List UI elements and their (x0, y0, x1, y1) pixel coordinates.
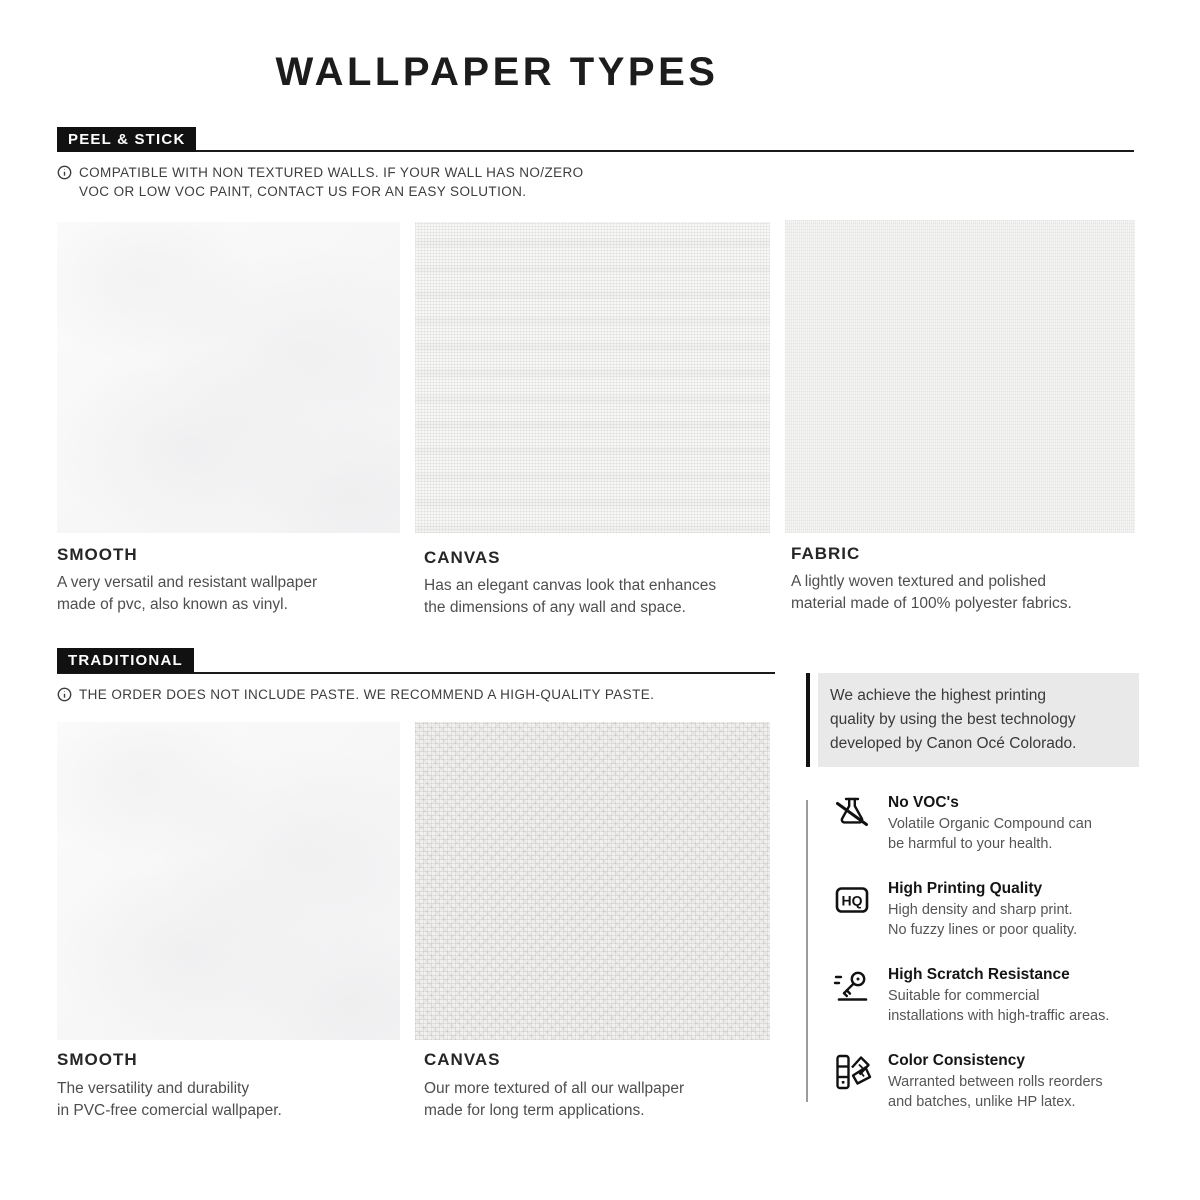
section-badge-traditional: TRADITIONAL (57, 648, 194, 673)
swatch-description-canvas-traditional: Our more textured of all our wallpaper made for long term applications. (424, 1080, 685, 1119)
feature-text (888, 1052, 1103, 1112)
hq-badge-icon (832, 880, 872, 920)
feature-high-printing-quality (832, 880, 1139, 940)
feature-no-vocs (832, 794, 1139, 854)
peel-stick-divider-line (57, 150, 1134, 152)
page-title: WALLPAPER TYPES (275, 50, 719, 94)
feature-list-vertical-line (806, 800, 808, 1102)
feature-description: Warranted between rolls reorders and batches, unlike HP latex. (888, 1074, 1103, 1110)
feature-title: High Scratch Resistance (888, 966, 1070, 983)
feature-text (888, 794, 1092, 854)
swatch-label-canvas-traditional: CANVAS (424, 1050, 501, 1069)
section-badge-peel-stick: PEEL & STICK (57, 127, 196, 152)
feature-description: Volatile Organic Compound can be harmful to your health. (888, 816, 1092, 852)
swatch-description-smooth-traditional: The versatility and durability in PVC-free comercial wallpaper. (57, 1080, 282, 1119)
printing-quality-quote: We achieve the highest printing quality by using the best technology developed by Canon Océ Colorado. (818, 673, 1139, 767)
feature-description: High density and sharp print. No fuzzy lines or poor quality. (888, 902, 1078, 938)
swatch-image-fabric-peel-stick (785, 220, 1135, 533)
no-voc-flask-icon (832, 794, 872, 834)
info-icon (57, 165, 72, 201)
swatch-image-smooth-peel-stick (57, 222, 400, 533)
info-icon (57, 687, 72, 705)
peel-stick-note (57, 164, 584, 201)
swatch-description-canvas: Has an elegant canvas look that enhances the dimensions of any wall and space. (424, 577, 717, 616)
peel-stick-note-text: COMPATIBLE WITH NON TEXTURED WALLS. IF YOUR WALL HAS NO/ZERO VOC OR LOW VOC PAINT, CONTACT US FOR AN EASY SOLUTION. (79, 165, 584, 199)
feature-color-consistency (832, 1052, 1139, 1112)
feature-title: No VOC's (888, 794, 959, 811)
traditional-note (57, 686, 654, 705)
swatch-image-smooth-traditional (57, 722, 400, 1040)
swatch-description-fabric: A lightly woven textured and polished material made of 100% polyester fabrics. (791, 573, 1072, 612)
feature-high-scratch-resistance (832, 966, 1139, 1026)
feature-title: High Printing Quality (888, 880, 1043, 897)
swatch-label-canvas: CANVAS (424, 548, 501, 567)
swatch-image-canvas-traditional (415, 722, 770, 1040)
feature-text (888, 966, 1109, 1026)
swatch-label-smooth: SMOOTH (57, 545, 138, 564)
feature-title: Color Consistency (888, 1052, 1025, 1069)
swatch-label-fabric: FABRIC (791, 544, 861, 563)
key-scratch-icon (832, 966, 872, 1006)
feature-description: Suitable for commercial installations with high-traffic areas. (888, 988, 1110, 1024)
swatch-description-smooth: A very versatil and resistant wallpaper made of pvc, also known as vinyl. (57, 574, 318, 613)
swatch-label-smooth-traditional: SMOOTH (57, 1050, 138, 1069)
quote-accent-bar (806, 673, 810, 767)
color-swatches-icon (832, 1052, 872, 1092)
swatch-image-canvas-peel-stick (415, 222, 770, 533)
svg-text:HQ: HQ (841, 892, 863, 909)
feature-text (888, 880, 1077, 940)
traditional-note-text: THE ORDER DOES NOT INCLUDE PASTE. WE RECOMMEND A HIGH-QUALITY PASTE. (79, 687, 655, 702)
